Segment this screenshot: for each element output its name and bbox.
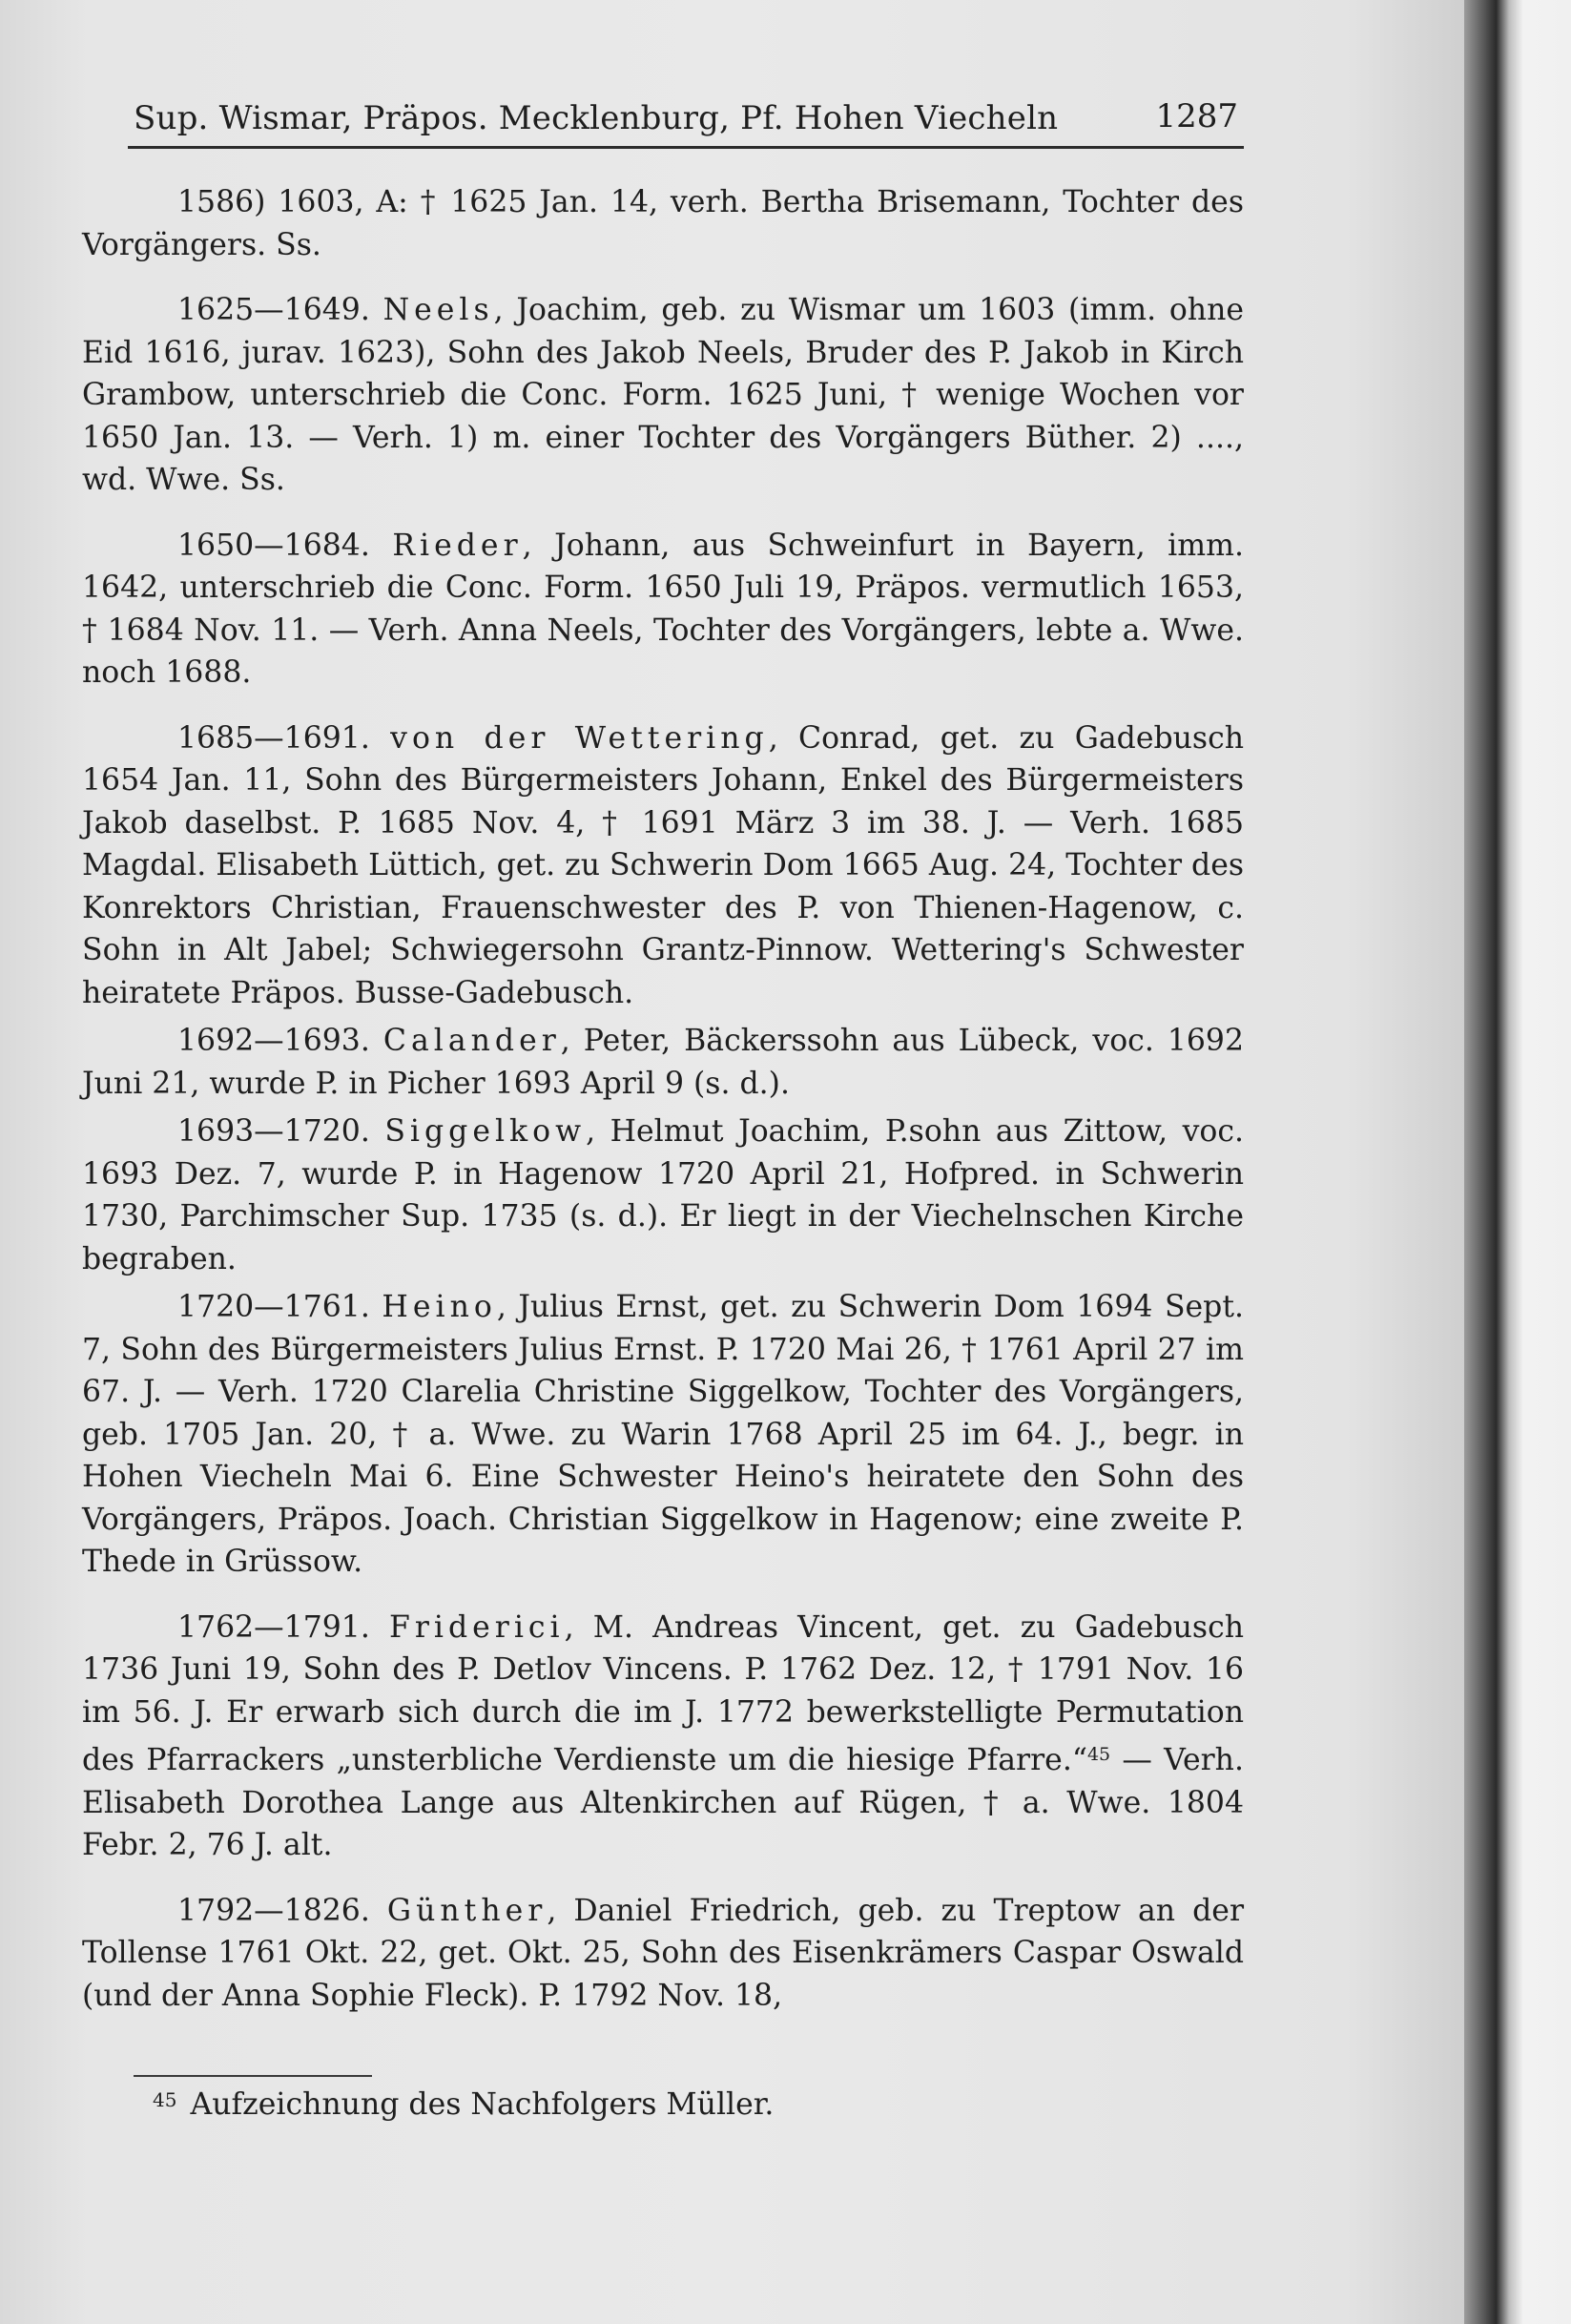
entry-name: von der Wettering — [390, 720, 769, 756]
entry-name: Calander — [382, 1024, 561, 1058]
book-binding-edge — [1464, 0, 1571, 2324]
running-head: Sup. Wismar, Präpos. Mecklenburg, Pf. Hohen Viecheln — [134, 99, 1059, 137]
footnote-reference[interactable]: 45 — [1086, 1744, 1111, 1765]
entry-years: 1685—1691. — [177, 720, 370, 756]
entry-name: Neels — [382, 293, 494, 327]
entry-years: 1692—1693. — [177, 1024, 370, 1058]
entry-years: 1792—1826. — [177, 1893, 370, 1928]
entry-paragraph — [82, 1890, 1244, 2018]
entry-paragraph — [82, 717, 1244, 1015]
page-header — [128, 92, 1244, 149]
entry-text: , Johann, aus Schweinfurt in Bayern, imm. 1642, unterschrieb die Conc. Form. 1650 Juli 19, Präpos. vermutlich 1653, † 1684 Nov. 11. — Verh. Anna Neels, Tochter des Vorgängers, lebte a. Wwe. noch 1688. — [82, 528, 1245, 690]
main-text — [82, 181, 1244, 2017]
footnote-divider — [134, 2075, 372, 2077]
entry-paragraph — [82, 1286, 1244, 1584]
footnote-number: 45 — [153, 2088, 177, 2111]
entry-name: Siggelkow — [384, 1114, 587, 1149]
entry-name: Heino — [382, 1290, 497, 1324]
entry-text: , M. Andreas Vincent, get. zu Gadebusch 1736 Juni 19, Sohn des P. Detlov Vincens. P. 1762 Dez. 12, † 1791 Nov. 16 im 56. J. Er erwarb sich durch die im J. 1772 bewerkstelligte Permutation des Pfarrackers „unsterbliche Verdienste um die hiesige Pfarre.“ — [82, 1609, 1245, 1777]
entry-paragraph — [82, 525, 1244, 695]
entry-text-continued: — Verh. Elisabeth Dorothea Lange aus Altenkirchen auf Rügen, † a. Wwe. 1804 Febr. 2, 76 J. alt. — [82, 1743, 1244, 1862]
entry-paragraph — [82, 1607, 1244, 1867]
entry-text: , Julius Ernst, get. zu Schwerin Dom 1694 Sept. 7, Sohn des Bürgermeisters Julius Ernst. P. 1720 Mai 26, † 1761 April 27 im 67. J. — Verh. 1720 Clarelia Christine Siggelkow, Tochter des Vorgängers, geb. 1705 Jan. 20, † a. Wwe. zu Warin 1768 April 25 im 64. J., begr. in Hohen Viecheln Mai 6. Eine Schwester Heino's heiratete den Sohn des Vorgängers, Präpos. Joach. Christian Siggelkow in Hagenow; eine zweite P. Thede in Grüssow. — [82, 1290, 1245, 1579]
entry-paragraph — [82, 289, 1244, 502]
entry-name: Rieder — [392, 528, 523, 563]
entry-text: , Conrad, get. zu Gadebusch 1654 Jan. 11, Sohn des Bürgermeisters Johann, Enkel des Bürgermeisters Jakob daselbst. P. 1685 Nov. 4, † 1691 März 3 im 38. J. — Verh. 1685 Magdal. Elisabeth Lüttich, get. zu Schwerin Dom 1665 Aug. 24, Tochter des Konrektors Christian, Frauenschwester des P. von Thienen-Hagenow, c. Sohn in Alt Jabel; Schwiegersohn Grantz-Pinnow. Wettering's Schwester heiratete Präpos. Busse-Gadebusch. — [82, 720, 1245, 1010]
entry-paragraph — [82, 1020, 1244, 1105]
entry-years: 1625—1649. — [177, 293, 370, 327]
entry-paragraph — [82, 1110, 1244, 1280]
entry-text: , Daniel Friedrich, geb. zu Treptow an der Tollense 1761 Okt. 22, get. Okt. 25, Sohn des Eisenkrämers Caspar Oswald (und der Anna Sophie Fleck). P. 1792 Nov. 18, — [82, 1893, 1245, 2013]
entry-years: 1720—1761. — [177, 1290, 370, 1324]
paragraph-continuation — [82, 181, 1244, 266]
entry-years: 1650—1684. — [177, 528, 370, 563]
entry-name: Friderici — [388, 1609, 565, 1645]
footnote-text: Aufzeichnung des Nachfolgers Müller. — [190, 2087, 775, 2122]
entry-years: 1762—1791. — [177, 1609, 370, 1645]
entry-text: , Peter, Bäckerssohn aus Lübeck, voc. 1692 Juni 21, wurde P. in Picher 1693 April 9 (s. d.). — [82, 1024, 1245, 1101]
entry-text: 1586) 1603, A: † 1625 Jan. 14, verh. Bertha Brisemann, Tochter des Vorgängers. Ss. — [82, 185, 1244, 262]
page-number: 1287 — [1155, 97, 1238, 135]
entry-years: 1693—1720. — [177, 1114, 370, 1149]
footnote — [153, 2087, 774, 2122]
entry-name: Günther — [386, 1893, 548, 1928]
entry-text: , Helmut Joachim, P.sohn aus Zittow, voc. 1693 Dez. 7, wurde P. in Hagenow 1720 April 21, Hofpred. in Schwerin 1730, Parchimscher Sup. 1735 (s. d.). Er liegt in der Viechelnschen Kirche begraben. — [82, 1114, 1244, 1276]
entry-text: , Joachim, geb. zu Wismar um 1603 (imm. ohne Eid 1616, jurav. 1623), Sohn des Jakob Neels, Bruder des P. Jakob in Kirch Grambow, unterschrieb die Conc. Form. 1625 Juni, † wenige Wochen vor 1650 Jan. 13. — Verh. 1) m. einer Tochter des Vorgängers Büther. 2) ...., wd. Wwe. Ss. — [82, 293, 1244, 497]
